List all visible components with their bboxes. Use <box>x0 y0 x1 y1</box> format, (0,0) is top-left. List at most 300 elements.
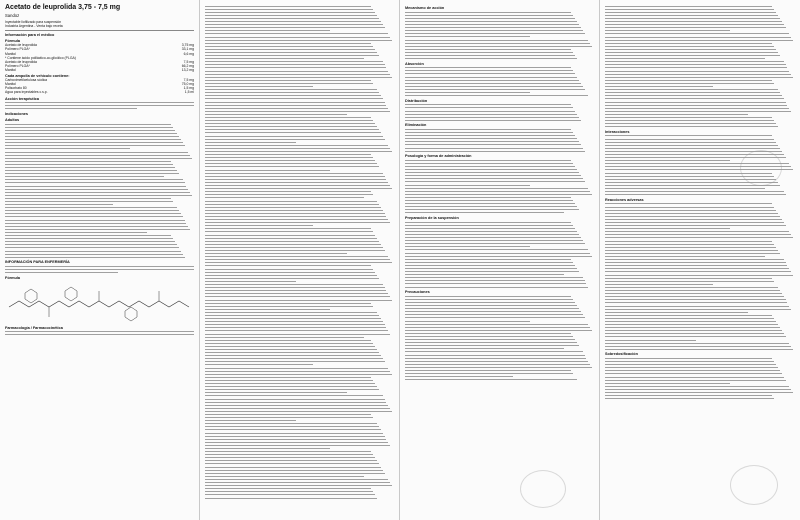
text-line <box>205 497 377 499</box>
text-line <box>405 212 564 214</box>
text-line <box>605 345 791 347</box>
text-line <box>205 157 373 159</box>
text-line <box>5 216 183 218</box>
text-line <box>405 258 571 260</box>
text-line <box>205 222 390 224</box>
text-line <box>405 45 592 47</box>
text-line <box>205 76 392 78</box>
text-line <box>405 249 588 251</box>
body-text <box>5 123 194 258</box>
text-line <box>205 376 371 378</box>
text-line <box>605 191 784 193</box>
text-line <box>5 231 147 233</box>
text-line <box>205 417 373 419</box>
text-line <box>205 64 385 66</box>
text-line <box>405 58 577 60</box>
chemical-structure <box>5 283 193 323</box>
text-line <box>405 283 586 285</box>
text-line <box>405 144 581 146</box>
text-line <box>5 247 179 249</box>
text-line <box>605 67 787 69</box>
text-line <box>605 392 793 394</box>
text-line <box>405 24 579 26</box>
composition-row: Polímero PLGA* 66,2 mg <box>5 63 194 68</box>
text-line <box>5 244 177 246</box>
text-line <box>5 191 190 193</box>
text-line <box>205 383 375 385</box>
text-line <box>5 148 130 150</box>
text-line <box>605 293 782 295</box>
heading-adverse: Reacciones adversas <box>605 197 644 202</box>
text-line <box>405 335 573 337</box>
text-line <box>605 268 789 270</box>
text-line <box>605 333 784 335</box>
text-line <box>205 61 383 63</box>
text-line <box>5 123 171 125</box>
text-line <box>5 210 179 212</box>
text-line <box>205 469 383 471</box>
text-line <box>605 42 772 44</box>
text-line <box>205 355 381 357</box>
text-line <box>205 308 330 310</box>
text-line <box>405 150 585 152</box>
text-line <box>405 317 585 319</box>
text-line <box>5 185 186 187</box>
text-line <box>205 138 385 140</box>
text-line <box>605 339 696 341</box>
text-line <box>605 286 778 288</box>
text-line <box>405 55 575 57</box>
body-text <box>405 104 594 121</box>
text-line <box>405 67 571 69</box>
watermark-stamp <box>520 470 566 508</box>
sale-condition: Industria Argentina - Venta bajo receta <box>5 24 63 29</box>
text-line <box>205 349 377 351</box>
text-line <box>405 85 583 87</box>
text-line <box>5 145 185 147</box>
text-line <box>205 389 379 391</box>
text-line <box>405 348 564 350</box>
text-line <box>405 36 530 38</box>
text-line <box>405 326 590 328</box>
text-line <box>205 110 390 112</box>
text-line <box>205 395 383 397</box>
text-line <box>605 398 774 400</box>
text-line <box>405 351 583 353</box>
text-line <box>605 160 730 162</box>
text-line <box>205 237 377 239</box>
text-line <box>405 357 586 359</box>
text-line <box>605 370 780 372</box>
text-line <box>405 261 573 263</box>
text-line <box>605 45 774 47</box>
text-line <box>205 271 375 273</box>
column-4 <box>600 0 800 520</box>
text-line <box>205 246 383 248</box>
text-line <box>205 234 375 236</box>
text-line <box>405 181 585 183</box>
text-line <box>405 373 573 375</box>
vehicle-row: Polisorbato 80 1,5 mg <box>5 86 194 91</box>
text-line <box>605 79 772 81</box>
text-line <box>205 209 383 211</box>
text-line <box>205 262 392 264</box>
text-line <box>205 324 385 326</box>
text-line <box>205 451 371 453</box>
text-line <box>5 225 188 227</box>
text-line <box>605 203 772 205</box>
text-line <box>5 151 188 153</box>
text-line <box>5 253 183 255</box>
text-line <box>205 126 377 128</box>
text-line <box>205 299 392 301</box>
text-line <box>605 271 791 273</box>
text-line <box>605 376 784 378</box>
text-line <box>405 14 573 16</box>
text-line <box>605 311 748 313</box>
text-line <box>605 39 793 41</box>
text-line <box>205 30 330 32</box>
text-line <box>205 250 385 252</box>
text-line <box>205 305 373 307</box>
text-line <box>605 188 765 190</box>
text-line <box>605 82 774 84</box>
text-line <box>405 141 579 143</box>
text-line <box>605 243 774 245</box>
text-line <box>205 398 385 400</box>
composition-row: Acetato de leuprolida 7,5 mg <box>5 59 194 64</box>
text-line <box>605 305 789 307</box>
watermark-stamp <box>730 465 778 505</box>
text-line <box>405 274 564 276</box>
text-line <box>205 181 388 183</box>
text-line <box>205 200 377 202</box>
text-line <box>605 104 787 106</box>
text-line <box>205 197 364 199</box>
text-line <box>205 311 377 313</box>
text-line <box>5 222 186 224</box>
text-line <box>605 249 778 251</box>
text-line <box>405 190 590 192</box>
text-line <box>205 86 313 88</box>
text-line <box>205 70 388 72</box>
text-line <box>405 200 573 202</box>
text-line <box>205 191 371 193</box>
text-line <box>605 314 772 316</box>
text-line <box>205 485 392 487</box>
text-line <box>405 271 579 273</box>
text-line <box>205 228 371 230</box>
text-line <box>405 48 571 50</box>
text-line <box>205 314 379 316</box>
text-line <box>605 336 786 338</box>
text-line <box>205 435 385 437</box>
text-line <box>205 494 375 496</box>
text-line <box>605 367 778 369</box>
text-line <box>205 120 373 122</box>
text-line <box>205 73 390 75</box>
text-line <box>205 101 385 103</box>
text-line <box>405 277 583 279</box>
text-line <box>205 172 383 174</box>
manufacturer: Sandoz <box>5 13 20 18</box>
composition-row: Polímero PLGA* 33,1 mg <box>5 47 194 52</box>
text-line <box>205 290 386 292</box>
text-line <box>5 157 192 159</box>
text-line <box>405 329 592 331</box>
text-line <box>5 179 183 181</box>
text-line <box>205 166 379 168</box>
text-line <box>205 330 388 332</box>
text-line <box>5 139 181 141</box>
text-line <box>605 144 778 146</box>
text-line <box>405 42 590 44</box>
text-line <box>605 330 782 332</box>
text-line <box>205 116 371 118</box>
text-line <box>605 17 780 19</box>
text-line <box>205 215 386 217</box>
document-title: Acetato de leuprolida 3,75 - 7,5 mg <box>5 4 121 11</box>
composition-row: Manitol 13,2 mg <box>5 67 194 72</box>
text-line <box>205 212 385 214</box>
text-line <box>5 213 181 215</box>
text-line <box>605 147 780 149</box>
heading-info: Información para el médico <box>5 33 55 38</box>
text-line <box>605 86 713 88</box>
text-line <box>405 233 579 235</box>
text-line <box>405 132 573 134</box>
text-line <box>605 320 776 322</box>
text-line <box>205 231 373 233</box>
text-line <box>405 286 588 288</box>
text-line <box>605 98 784 100</box>
text-line <box>205 188 392 190</box>
text-line <box>205 370 390 372</box>
text-line <box>205 95 381 97</box>
text-line <box>605 373 782 375</box>
text-line <box>405 230 577 232</box>
text-line <box>205 358 383 360</box>
text-line <box>605 252 780 254</box>
heading-mechanism: Mecanismo de acción <box>405 6 445 10</box>
text-line <box>205 339 371 341</box>
text-line <box>605 14 778 16</box>
text-line <box>405 240 583 242</box>
text-line <box>205 373 392 375</box>
text-line <box>405 113 577 115</box>
text-line <box>405 280 585 282</box>
text-line <box>605 324 778 326</box>
text-line <box>205 410 392 412</box>
text-line <box>205 466 381 468</box>
text-line <box>205 478 388 480</box>
text-line <box>205 367 388 369</box>
text-line <box>405 246 530 248</box>
text-line <box>5 228 190 230</box>
text-line <box>605 364 776 366</box>
text-line <box>605 120 774 122</box>
vehicle-row: Agua para inyectables c.s.p. 1,5 ml <box>5 90 194 95</box>
text-line <box>205 98 383 100</box>
text-line <box>5 197 171 199</box>
text-line <box>605 138 774 140</box>
text-line <box>405 298 573 300</box>
text-line <box>205 92 379 94</box>
text-line <box>605 64 786 66</box>
footnote: * Contiene ácido poliláctico-co-glicólico (PLGA) <box>5 55 76 60</box>
text-line <box>605 123 776 125</box>
text-line <box>205 24 383 26</box>
text-line <box>405 301 575 303</box>
text-line <box>605 215 780 217</box>
text-line <box>5 160 171 162</box>
text-line <box>205 259 390 261</box>
text-line <box>205 333 390 335</box>
text-line <box>605 327 780 329</box>
text-line <box>605 277 772 279</box>
text-line <box>5 238 173 240</box>
heading-absorption: Absorción <box>405 61 424 66</box>
heading-action: Acción terapéutica <box>5 96 39 101</box>
text-line <box>205 175 385 177</box>
text-line <box>205 253 347 255</box>
text-line <box>205 67 386 69</box>
text-line <box>605 206 774 208</box>
text-line <box>605 228 730 230</box>
text-line <box>205 154 371 156</box>
text-line <box>205 265 371 267</box>
text-line <box>605 116 772 118</box>
text-line <box>405 376 513 378</box>
text-line <box>405 73 575 75</box>
body-text <box>605 5 795 128</box>
text-line <box>205 11 375 13</box>
body-text <box>405 221 594 288</box>
text-line <box>405 332 571 334</box>
text-line <box>605 70 789 72</box>
text-line <box>205 284 383 286</box>
text-line <box>405 206 577 208</box>
text-line <box>405 166 575 168</box>
text-line <box>205 21 381 23</box>
text-line <box>205 33 388 35</box>
text-line <box>405 354 585 356</box>
text-line <box>5 173 179 175</box>
text-line <box>405 169 577 171</box>
heading-adults: Adultos <box>5 117 20 122</box>
heading-precautions: Precauciones <box>405 290 430 295</box>
text-line <box>405 379 577 381</box>
text-line <box>605 256 765 258</box>
heading-dosing: Posología y forma de administración <box>405 154 472 159</box>
text-line <box>405 366 592 368</box>
text-line <box>605 274 793 276</box>
heading-nursing: INFORMACIÓN PARA ENFERMERÍA <box>5 260 70 265</box>
text-line <box>605 52 778 54</box>
text-line <box>605 234 791 236</box>
column-3 <box>400 0 600 520</box>
text-line <box>605 290 780 292</box>
text-line <box>605 126 778 128</box>
body-text <box>405 11 594 59</box>
text-line <box>605 237 793 239</box>
dosage-form: Inyectable liofilizado para suspensión <box>5 20 62 24</box>
text-line <box>5 188 188 190</box>
text-line <box>605 11 776 13</box>
text-line <box>205 432 383 434</box>
text-line <box>205 160 375 162</box>
text-line <box>405 88 585 90</box>
text-line <box>405 264 575 266</box>
text-line <box>605 8 774 10</box>
heading-elimination: Eliminación <box>405 123 427 128</box>
text-line <box>405 255 592 257</box>
text-line <box>205 379 373 381</box>
text-line <box>205 135 383 137</box>
text-line <box>405 184 530 186</box>
text-line <box>405 162 573 164</box>
text-line <box>205 404 388 406</box>
text-line <box>5 250 181 252</box>
text-line <box>405 252 590 254</box>
text-line <box>205 429 381 431</box>
text-line <box>205 472 385 474</box>
text-line <box>605 246 776 248</box>
text-line <box>605 107 789 109</box>
text-line <box>205 488 371 490</box>
text-line <box>205 318 381 320</box>
body-text <box>405 128 594 152</box>
text-line <box>605 48 776 50</box>
text-line <box>405 172 579 174</box>
text-line <box>205 491 373 493</box>
composition-row: Acetato de leuprolida 3,75 mg <box>5 43 194 48</box>
text-line <box>405 193 592 195</box>
text-line <box>405 119 581 121</box>
text-line <box>205 287 385 289</box>
text-line <box>205 14 377 16</box>
text-line <box>605 36 791 38</box>
text-line <box>205 58 364 60</box>
text-line <box>205 448 330 450</box>
text-line <box>405 196 571 198</box>
text-line <box>5 182 185 184</box>
text-line <box>205 327 386 329</box>
text-line <box>205 27 385 29</box>
column-1 <box>0 0 200 520</box>
text-line <box>405 92 530 94</box>
text-line <box>205 151 392 153</box>
text-line <box>205 163 377 165</box>
text-line <box>205 386 377 388</box>
text-line <box>205 401 386 403</box>
text-line <box>405 79 579 81</box>
text-line <box>205 268 373 270</box>
text-line <box>605 58 765 60</box>
text-line <box>405 104 571 106</box>
text-line <box>205 438 386 440</box>
text-line <box>605 379 786 381</box>
text-line <box>605 92 780 94</box>
text-line <box>605 209 776 211</box>
text-line <box>205 293 388 295</box>
text-line <box>405 237 581 239</box>
text-line <box>205 141 296 143</box>
text-line <box>205 420 296 422</box>
text-line <box>205 178 386 180</box>
text-line <box>605 33 789 35</box>
text-line <box>5 235 171 237</box>
